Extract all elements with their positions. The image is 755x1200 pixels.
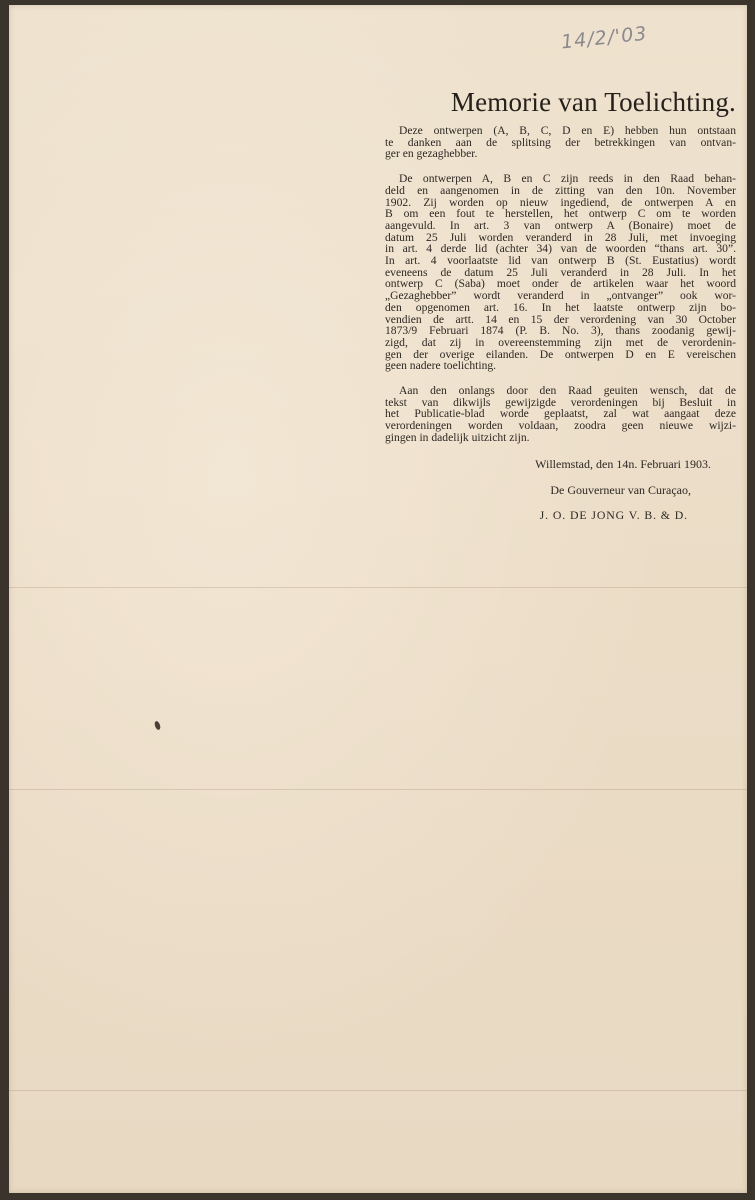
paper-fold-line xyxy=(9,587,747,588)
memorandum-body xyxy=(385,125,736,444)
paragraph-line: aangevuld. In art. 3 van ontwerp A (Bonaire) moet de xyxy=(385,218,736,232)
paragraph-line: B om een fout te herstellen, het ontwerp C om te worden xyxy=(385,207,736,221)
paragraph-line: vendien de artt. 14 en 15 der verordening van 30 October xyxy=(385,312,736,326)
governor-title: De Gouverneur van Curaçao, xyxy=(550,482,691,497)
memorandum-text-block xyxy=(385,85,736,522)
place-and-date: Willemstad, den 14n. Februari 1903. xyxy=(535,456,711,471)
governor-signature-name: J. O. DE JONG V. B. & D. xyxy=(539,507,688,522)
closing-block xyxy=(385,457,736,522)
paragraph-line: eveneens de datum 25 Juli veranderd in 28 Juli. In het xyxy=(385,265,736,279)
paragraph-line: ger en gezaghebber. xyxy=(385,147,478,161)
paper-fold-line xyxy=(9,789,747,790)
paragraph-line: „Gezaghebber” wordt veranderd in „ontvanger” ook wor- xyxy=(385,289,736,303)
paragraph-line: 1902. Zij worden op nieuw ingediend, de ontwerpen A en xyxy=(385,195,736,209)
paragraph-line: Deze ontwerpen (A, B, C, D en E) hebben hun ontstaan xyxy=(399,124,736,137)
paragraph-line: Aan den onlangs door den Raad geuiten wensch, dat de xyxy=(399,384,736,398)
body-paragraph xyxy=(385,385,736,444)
paragraph-line: gingen in dadelijk uitzicht zijn. xyxy=(385,430,530,444)
paragraph-line: te danken aan de splitsing der betrekkingen van ontvan- xyxy=(385,135,736,149)
paragraph-line: ontwerp C (Saba) moet onder de artikelen waar het woord xyxy=(385,277,736,291)
body-paragraph xyxy=(385,125,736,160)
paragraph-line: gen der overige eilanden. De ontwerpen D en E vereischen xyxy=(385,347,736,361)
paragraph-line: geen nadere toelichting. xyxy=(385,359,497,373)
paragraph-line: zigd, dat zij in overeenstemming zijn met de verordenin- xyxy=(385,335,736,349)
ink-speck xyxy=(154,720,162,730)
paragraph-line: De ontwerpen A, B en C zijn reeds in den Raad behan- xyxy=(399,172,736,186)
paragraph-line: het Publicatie-blad worde geplaatst, zal wat aangaat deze xyxy=(385,407,736,421)
document-title: Memorie van Toelichting. xyxy=(450,87,736,117)
paragraph-line: den opgenomen art. 16. In het laatste ontwerp zijn bo- xyxy=(385,300,736,314)
paragraph-line: verordeningen worden voldaan, zoodra geen nieuwe wijzi- xyxy=(385,419,736,433)
paper-fold-line xyxy=(9,1090,747,1091)
paragraph-line: 1873/9 Februari 1874 (P. B. No. 3), thans zoodanig gewij- xyxy=(385,324,736,338)
paragraph-line: datum 25 Juli worden veranderd in 28 Juli, met invoeging xyxy=(385,230,736,244)
paragraph-line: in art. 4 derde lid (achter 34) van de woorden “thans art. 30”. xyxy=(385,242,736,256)
paragraph-line: tekst van dikwijls gewijzigde verordeningen bij Besluit in xyxy=(385,395,736,409)
handwritten-date-annotation: 14/2/'03 xyxy=(560,22,649,54)
paragraph-line: deld en aangenomen in de zitting van den 10n. November xyxy=(385,183,736,197)
paragraph-line: In art. 4 voorlaatste lid van ontwerp B (St. Eustatius) wordt xyxy=(385,254,736,268)
body-paragraph xyxy=(385,173,736,372)
